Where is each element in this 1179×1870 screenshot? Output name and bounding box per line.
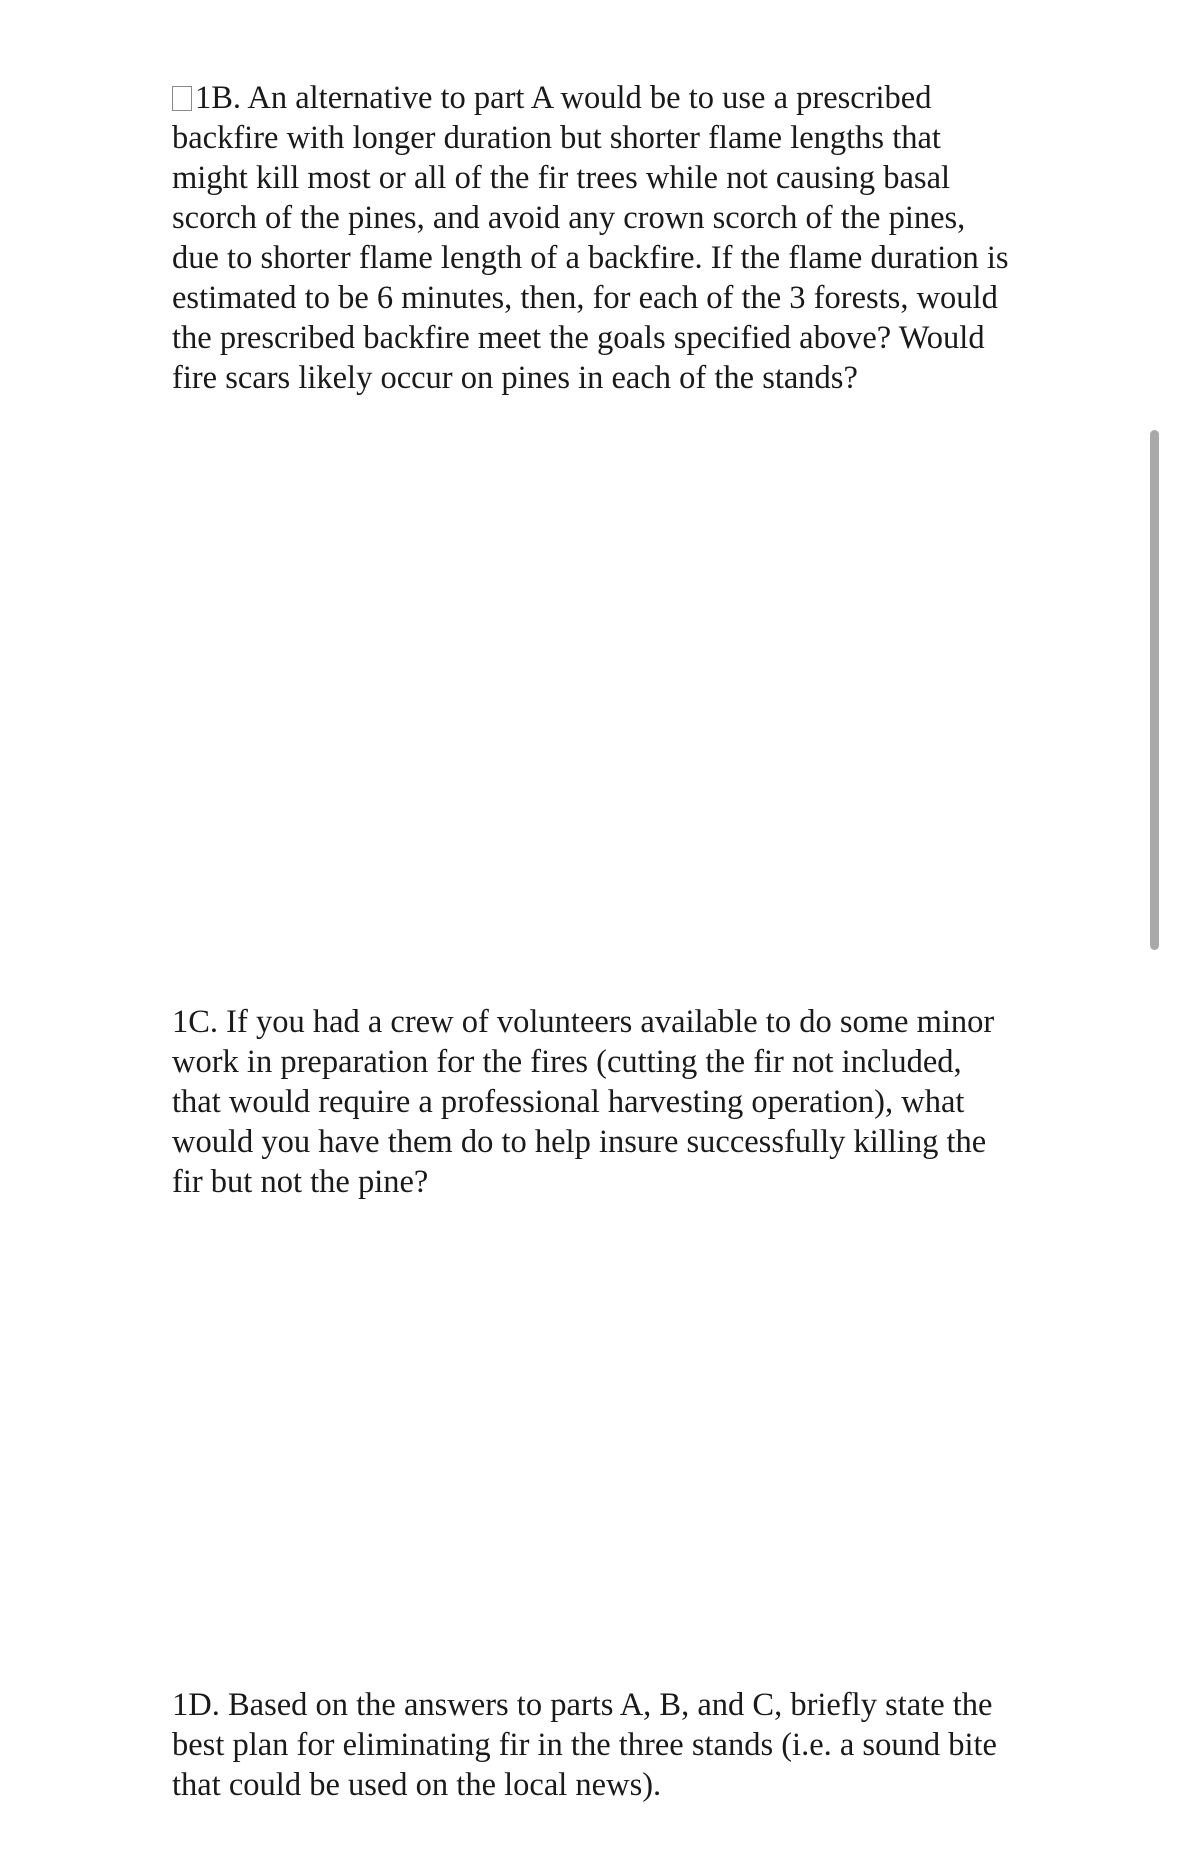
question-1b: [172, 78, 1017, 398]
question-1d-text: 1D. Based on the answers to parts A, B, and C, briefly state the best plan for eliminating fir in the three stands (i.e. a sound bite that could be used on the local news).: [172, 1687, 997, 1803]
vertical-scrollbar[interactable]: [1150, 430, 1159, 950]
question-1b-text: 1B. An alternative to part A would be to use a prescribed backfire with longer duration but shorter flame lengths that might kill most or all of the fir trees while not causing basal scorch of the pines, and avoid any crown scorch of the pines, due to shorter flame length of a backfire. If the flame duration is estimated to be 6 minutes, then, for each of the 3 forests, would the prescribed backfire meet the goals specified above? Would fire scars likely occur on pines in each of the stands?: [172, 80, 1009, 396]
question-1c: [172, 1002, 1017, 1202]
question-1d: [172, 1685, 1017, 1805]
checkbox-icon[interactable]: [172, 86, 192, 111]
question-1c-text: 1C. If you had a crew of volunteers available to do some minor work in preparation for the fires (cutting the fir not included, that would require a professional harvesting operation), what would you have them do to help insure successfully killing the fir but not the pine?: [172, 1004, 995, 1200]
